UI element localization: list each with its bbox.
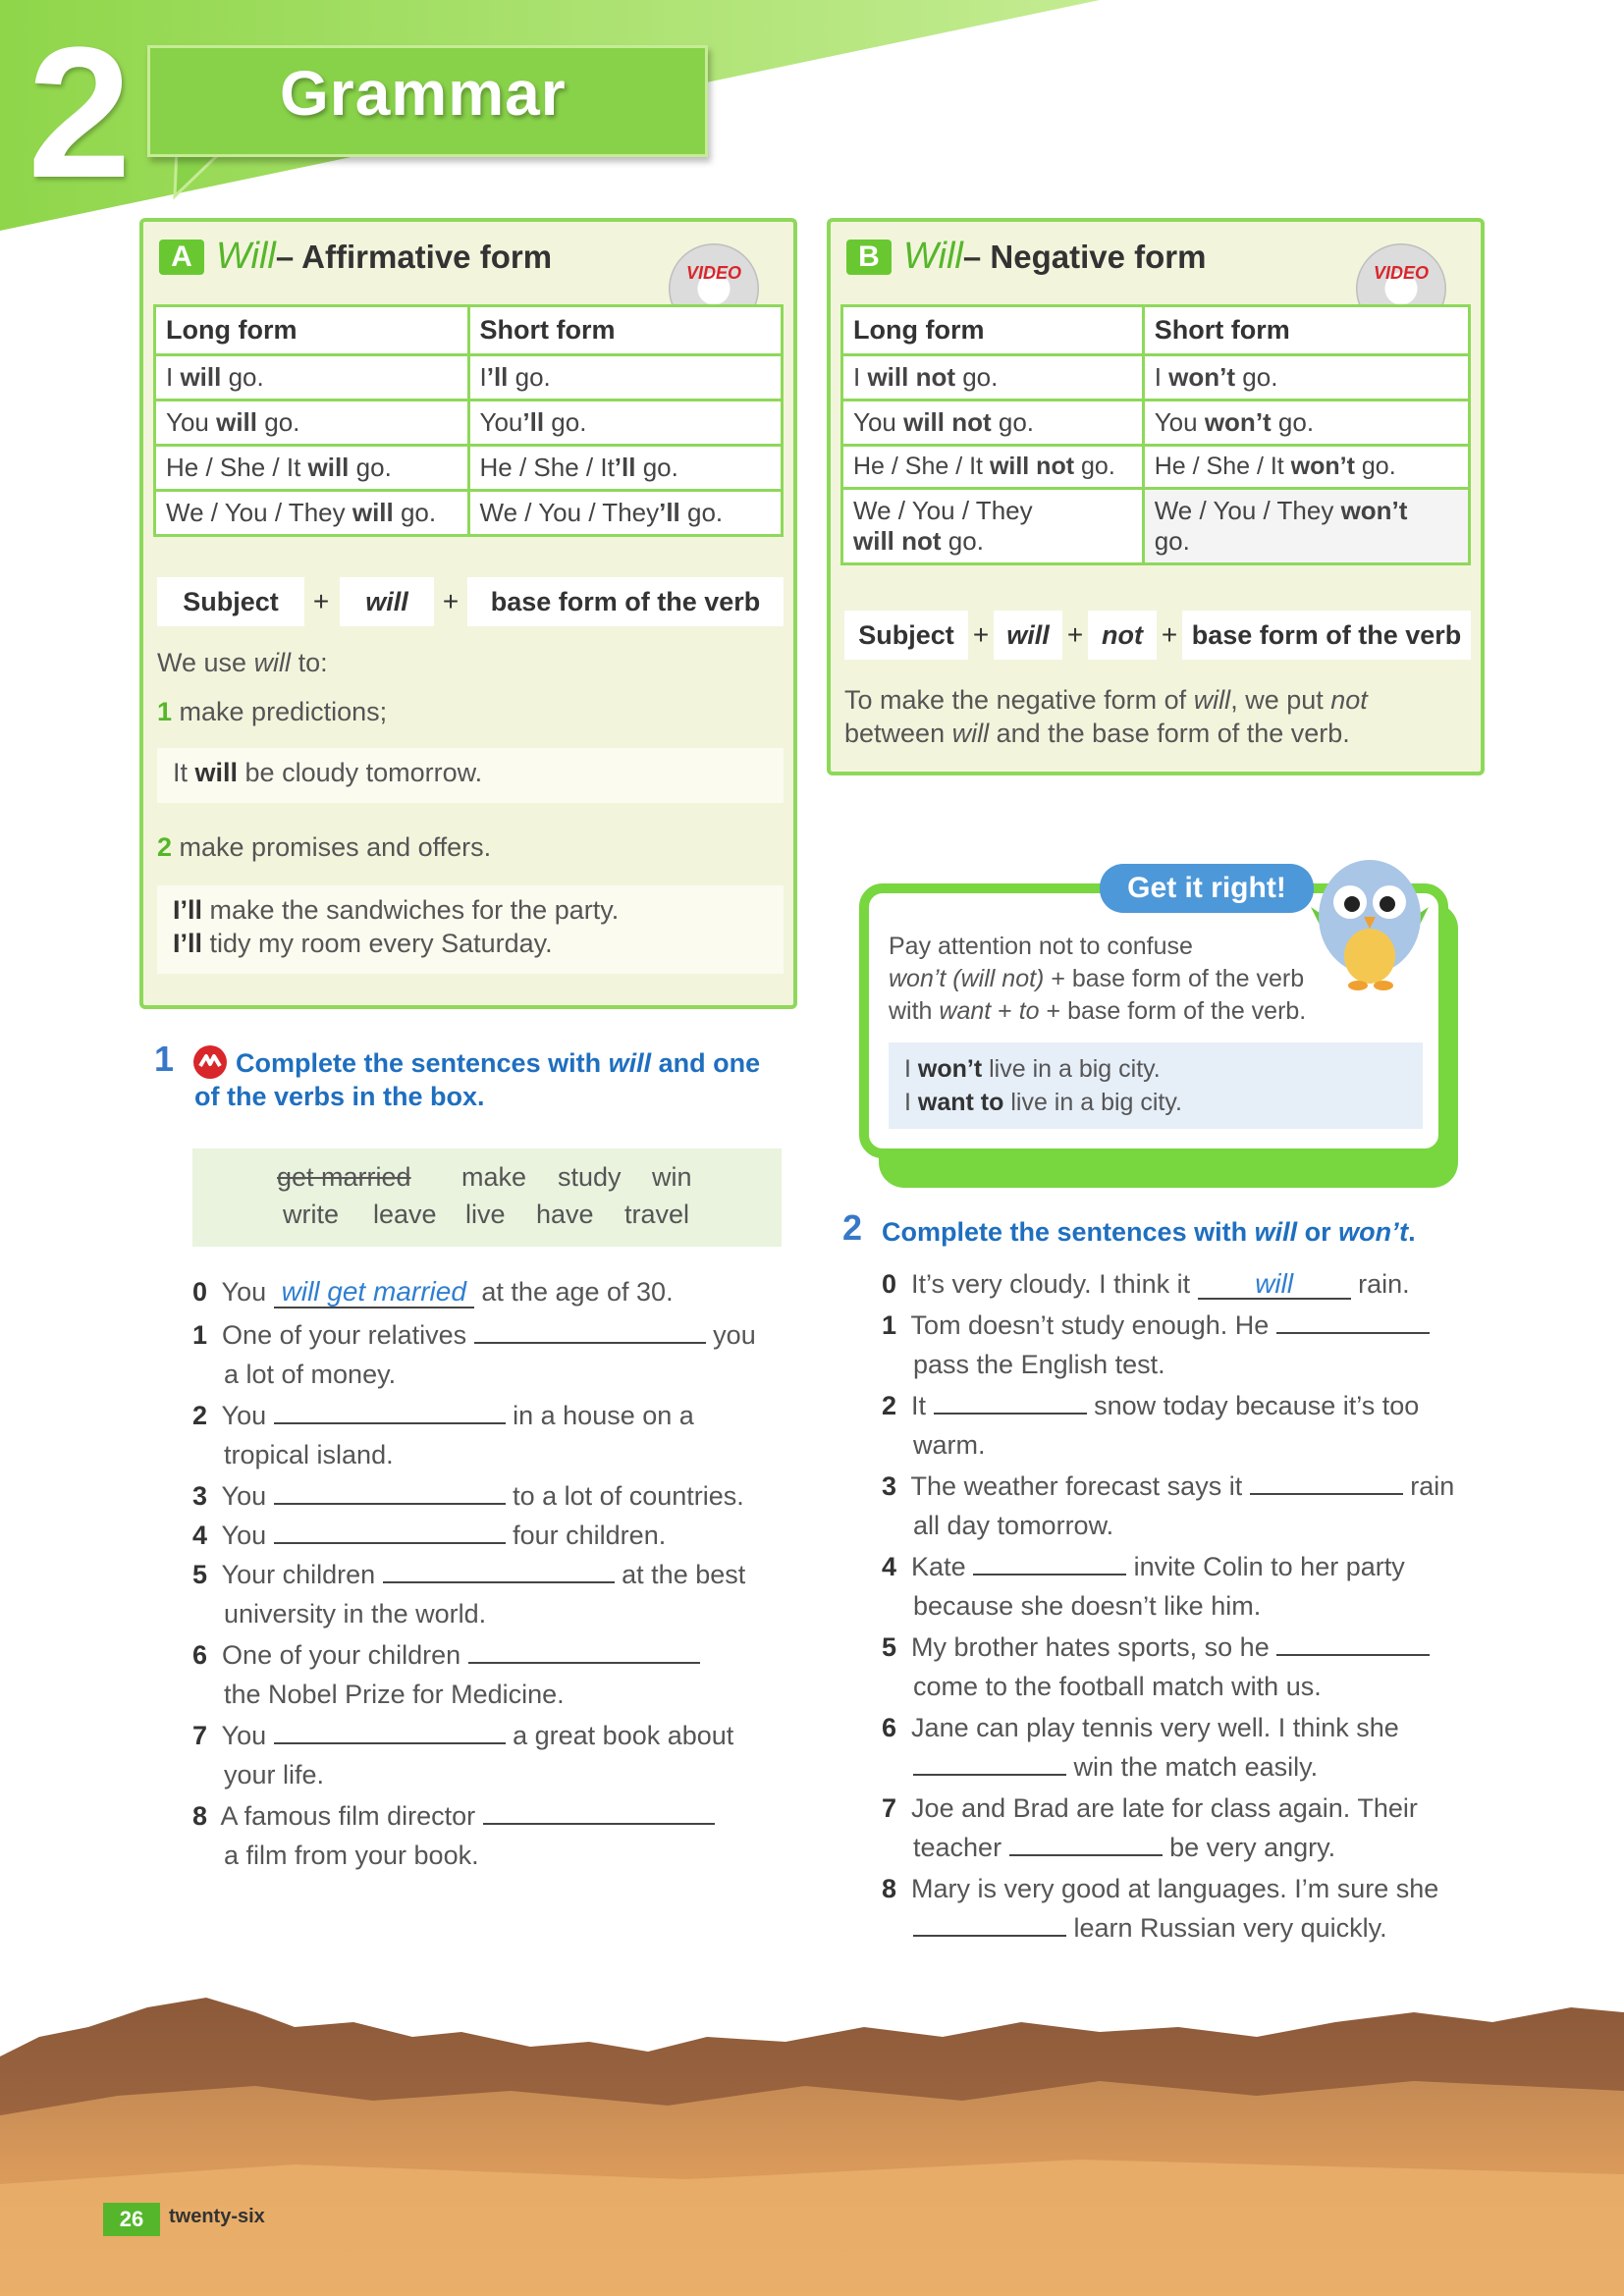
list-item: 7 You a great book about your life. [192, 1721, 734, 1789]
word: write [283, 1200, 340, 1229]
answer-blank[interactable] [913, 1750, 1066, 1776]
exercise-1-list [192, 1272, 782, 1875]
answer-blank[interactable] [1250, 1469, 1403, 1495]
list-item: 6 Jane can play tennis very well. I think she win the match easily. [882, 1713, 1399, 1782]
table-row: You will go. You’ll go. [155, 400, 783, 446]
negative-note: To make the negative form of will, we put not between will and the base form of the verb. [844, 685, 1368, 748]
answer-blank[interactable] [1276, 1630, 1430, 1656]
page-title: Grammar [280, 58, 567, 129]
list-item: 3 The weather forecast says it rain all day tomorrow. [882, 1471, 1455, 1540]
answer-blank[interactable] [1276, 1308, 1430, 1334]
formula-subject: Subject [844, 611, 968, 660]
col-short-form: Short form [1143, 306, 1469, 355]
tip-examples: I won’t live in a big city. I want to live in a big city. [889, 1042, 1423, 1129]
col-long-form: Long form [842, 306, 1144, 355]
table-row: He / She / It will not go. He / She / It won’t go. [842, 446, 1470, 489]
video-icon[interactable]: VIDEO [669, 243, 759, 334]
list-item: 3 You to a lot of countries. [192, 1481, 744, 1511]
table-row: You will not go. You won’t go. [842, 400, 1470, 446]
answer-blank[interactable] [483, 1799, 715, 1825]
panel-a-heading: Will– Affirmative form [216, 236, 553, 277]
formula-will: will [340, 577, 434, 626]
formula-base-form: base form of the verb [467, 577, 784, 626]
table-row: We / You / They will not go. We / You / They won’t go. [842, 489, 1470, 564]
formula-plus: + [1066, 619, 1084, 650]
table-row: We / You / They will go. We / You / They’ll go. [155, 491, 783, 536]
list-item: 5 My brother hates sports, so he come to the football match with us. [882, 1628, 1471, 1706]
use-1: 1 make predictions; [157, 697, 388, 726]
list-item: 1 One of your relatives you a lot of money. [192, 1320, 756, 1389]
answer-blank[interactable] [474, 1318, 706, 1344]
answer-blank[interactable] [274, 1399, 506, 1424]
section-letter-a: A [159, 240, 204, 275]
video-icon[interactable]: VIDEO [1356, 243, 1446, 334]
formula-base-form: base form of the verb [1182, 611, 1471, 660]
list-item: 8 Mary is very good at languages. I’m sure she learn Russian very quickly. [882, 1874, 1439, 1943]
exercise-1-instruction: Complete the sentences with will and one [236, 1048, 761, 1078]
panel-negative [827, 218, 1485, 775]
exercise-1-number: 1 [154, 1039, 175, 1079]
page-number-words: twenty-six [169, 2206, 265, 2227]
word-crossed: get married [277, 1162, 411, 1192]
word-box [192, 1148, 782, 1247]
owl-mascot-icon [1301, 848, 1438, 995]
col-short-form: Short form [468, 306, 783, 355]
formula-will: will [994, 611, 1062, 660]
word: have [536, 1200, 594, 1229]
formula-plus: + [1161, 619, 1178, 650]
word: live [465, 1200, 506, 1229]
page-number: 26 [103, 2203, 160, 2236]
formula-subject: Subject [157, 577, 304, 626]
exercise-2-list [882, 1264, 1471, 1948]
answer-blank[interactable] [913, 1911, 1066, 1937]
list-item: 6 One of your children the Nobel Prize for Medicine. [192, 1635, 782, 1714]
answer-blank[interactable] [274, 1519, 506, 1544]
word: travel [624, 1200, 690, 1229]
answer-blank[interactable] [934, 1389, 1087, 1415]
word: make [461, 1162, 527, 1192]
negative-table [840, 304, 1471, 565]
list-item: 2 It snow today because it’s too warm. [882, 1391, 1420, 1460]
answer-example: will get married [274, 1276, 474, 1308]
answer-example: will [1198, 1270, 1351, 1300]
table-row: I will go. I’ll go. [155, 355, 783, 400]
example-box-1: It will be cloudy tomorrow. [157, 748, 784, 803]
list-item: 1 Tom doesn’t study enough. He pass the English test. [882, 1306, 1471, 1384]
unit-number: 2 [27, 9, 132, 217]
word: leave [373, 1200, 437, 1229]
formula-plus: + [972, 619, 990, 650]
list-item: 4 Kate invite Colin to her party because she doesn’t like him. [882, 1552, 1405, 1621]
answer-blank[interactable] [274, 1479, 506, 1505]
exercise-2-number: 2 [842, 1207, 863, 1248]
answer-blank[interactable] [1009, 1831, 1163, 1856]
formula-not: not [1088, 611, 1157, 660]
word: win [652, 1162, 692, 1192]
use-intro: We use will to: [157, 648, 328, 677]
get-it-right-tab: Get it right! [1100, 864, 1314, 913]
speaking-icon [192, 1044, 228, 1080]
panel-b-heading: Will– Negative form [903, 236, 1207, 277]
exercise-2-instruction: Complete the sentences with will or won’t. [882, 1217, 1416, 1247]
answer-blank[interactable] [274, 1719, 506, 1744]
formula-plus: + [442, 586, 460, 616]
list-item: 2 You in a house on a tropical island. [192, 1401, 694, 1469]
panel-affirmative [139, 218, 797, 1009]
tip-text: Pay attention not to confuse won’t (will not) + base form of the verb with want + to + base form of the verb. [889, 933, 1307, 1025]
formula-plus: + [312, 586, 330, 616]
list-item: 7 Joe and Brad are late for class again. Their teacher be very angry. [882, 1793, 1418, 1862]
table-row: I will not go. I won’t go. [842, 355, 1470, 400]
answer-blank[interactable] [383, 1558, 615, 1583]
list-item: 8 A famous film director a film from your book. [192, 1796, 782, 1875]
use-2: 2 make promises and offers. [157, 832, 492, 862]
col-long-form: Long form [155, 306, 469, 355]
answer-blank[interactable] [973, 1550, 1126, 1575]
word: study [558, 1162, 622, 1192]
exercise-1-instruction-line2: of the verbs in the box. [194, 1082, 485, 1111]
list-item: 0 It’s very cloudy. I think it will rain. [882, 1268, 1410, 1299]
list-item: 4 You four children. [192, 1521, 667, 1550]
answer-blank[interactable] [468, 1638, 700, 1664]
list-item: 5 Your children at the best university in the world. [192, 1560, 746, 1629]
list-item: 0 You will get married at the age of 30. [192, 1276, 674, 1307]
affirmative-table [153, 304, 784, 537]
table-row: He / She / It will go. He / She / It’ll go. [155, 446, 783, 491]
example-box-2: I’ll make the sandwiches for the party. I’ll tidy my room every Saturday. [157, 885, 784, 974]
section-letter-b: B [846, 240, 892, 275]
desert-landscape-image [0, 1968, 1624, 2296]
